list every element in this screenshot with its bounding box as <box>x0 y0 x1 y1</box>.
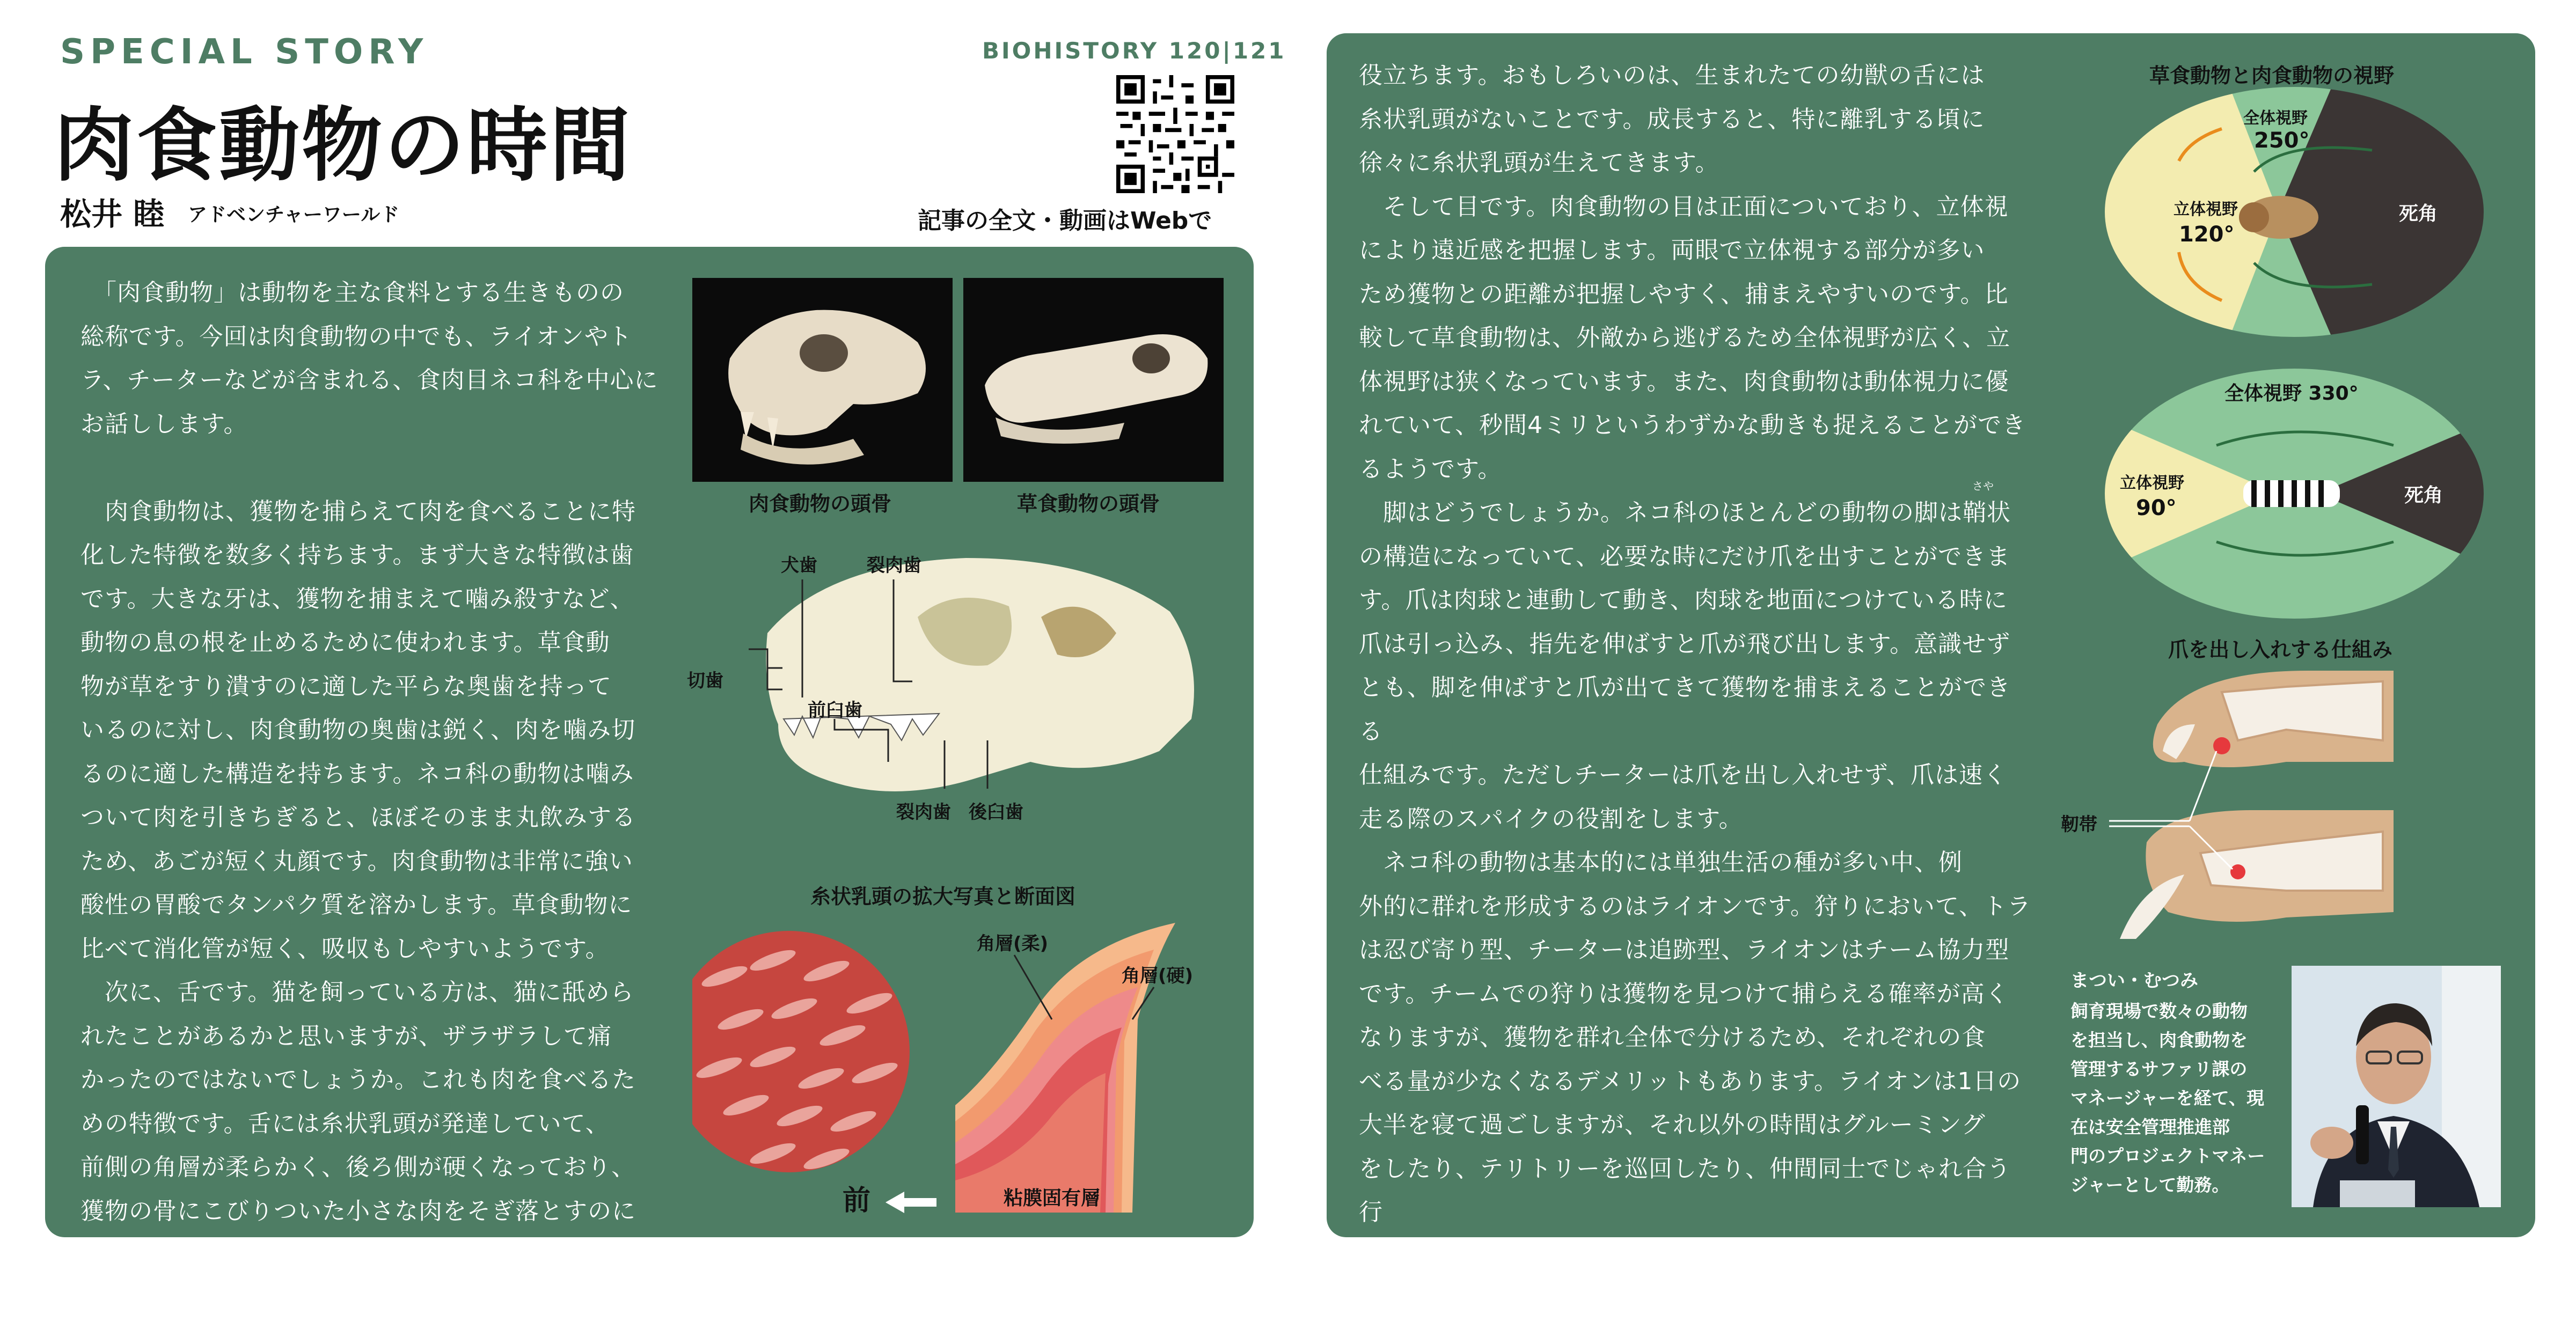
skull-teeth-diagram <box>687 526 1224 837</box>
author-portrait <box>2292 966 2501 1207</box>
label-soft-layer: 角層(柔) <box>977 933 1049 954</box>
herb-stereo-label: 立体視野 <box>2174 200 2238 219</box>
article-body-right: 役立ちます。おもしろいのは、生まれたての幼獣の舌には 糸状乳頭がないことです。成長すると、特に離乳する頃に 徐々に糸状乳頭が生えてきます。 そして目です。肉食動物の目は正面についており、立体視 により遠近感を把握します。両眼で立体視する部分が多い ため獲物との距離が把握しやすく、捕まえやすいのです。比 較して草食動物は、外敵から逃げるため全体視野が広く、立 体視野は狭くなっています。また、肉食動物は動体視力に優 れていて、秒間4ミリというわずかな動きも捉えることができ るようです。 脚はどうでしょうか。ネコ科のほとんどの動物の脚は鞘状 の構造になっていて、必要な時にだけ爪を出すことができま す。爪は肉球と連動して動き、肉球を地面につけている時に 爪は引っ込み、指先を伸ばすと爪が飛び出します。意識せず とも、脚を伸ばすと爪が出てきて獲物を捕まえることができる 仕組みです。ただしチーターは爪を出し入れせず、爪は速く 走る際のスパイクの役割をします。 ネコ科の動物は基本的には単独生活の種が多い中、例 外的に群れを形成するのはライオンです。狩りにおいて、トラ は忍び寄り型、チーターは追跡型、ライオンはチーム協力型 です。チームでの狩りは獲物を見つけて捕らえる確率が高く なりますが、獲物を群れ全体で分けるため、それぞれの食 べる量が少なくなるデメリットもあります。ライオンは1日の 大半を寝て過ごしますが、それ以外の時間はグルーミング をしたり、テリトリーを巡回したり、仲間同士でじゃれ合う行 動をとります。特に幼獣にとっては、体力作りとともに相手 との力関係を学ぶため、じゃれ合いの時間が大事なのです。 <box>1359 62 2031 1313</box>
claw-diagram-title: 爪を出し入れする仕組み <box>2168 638 2393 662</box>
carn-stereo-label: 立体視野 <box>2120 474 2184 493</box>
carnivore-vision-diagram <box>2093 359 2496 628</box>
herbivore-skull-photo <box>963 278 1224 482</box>
label-hard-layer: 角層(硬) <box>1122 965 1194 987</box>
tongue-diagram-title: 糸状乳頭の拡大写真と断面図 <box>810 885 1076 908</box>
carnivore-skull-photo <box>692 278 953 482</box>
author-name: 松井 睦 <box>60 196 165 232</box>
carnivore-skull-caption: 肉食動物の頭骨 <box>749 492 892 516</box>
label-ligament: 靭帯 <box>2061 814 2097 835</box>
vision-diagram-title: 草食動物と肉食動物の視野 <box>2149 64 2395 87</box>
carn-total-label: 全体視野 330° <box>2224 383 2359 405</box>
herb-stereo-value: 120° <box>2179 222 2235 247</box>
web-note[interactable]: 記事の全文・動画はWebで <box>918 207 1212 234</box>
label-carnassial-top: 裂肉歯 <box>867 555 921 576</box>
label-premolar: 前臼歯 <box>808 700 862 721</box>
magazine-reference: BIOHISTORY 120|121 <box>982 38 1286 64</box>
series-label: SPECIAL STORY <box>60 32 429 72</box>
herbivore-vision-diagram <box>2093 80 2496 343</box>
profile-name: まつい・むつみ <box>2070 970 2198 992</box>
tongue-papillae-diagram <box>692 912 1234 1213</box>
article-title: 肉食動物の時間 <box>54 99 633 193</box>
qr-code[interactable] <box>1116 75 1234 193</box>
author-affiliation: アドベンチャーワールド <box>188 204 400 226</box>
papillae-magnified-photo <box>692 928 912 1175</box>
label-mucosa: 粘膜固有層 <box>1004 1187 1101 1209</box>
label-molar: 後臼歯 <box>969 802 1023 823</box>
carn-stereo-value: 90° <box>2136 496 2177 520</box>
herb-blind-label: 死角 <box>2399 203 2438 225</box>
herbivore-skull-caption: 草食動物の頭骨 <box>1017 492 1160 516</box>
carn-blind-label: 死角 <box>2404 484 2443 506</box>
claw-mechanism-diagram <box>2061 660 2436 950</box>
microphone-icon <box>2356 1105 2369 1164</box>
profile-bio: 飼育現場で数々の動物 を担当し、肉食動物を 管理するサファリ課の マネージャーを経て、現 在は安全管理推進部 門のプロジェクトマネー ジャーとして勤務。 <box>2070 1001 2265 1195</box>
label-canine: 犬歯 <box>781 555 817 576</box>
herb-total-value: 250° <box>2254 128 2310 153</box>
front-label: 前 <box>843 1178 939 1218</box>
arrow-left-icon <box>880 1189 939 1216</box>
ruby-saya: さや <box>1972 480 1994 493</box>
label-carnassial-bottom: 裂肉歯 <box>896 802 951 823</box>
herb-total-label: 全体視野 <box>2243 109 2308 128</box>
article-body-left: 「肉食動物」は動物を主な食料とする生きものの 総称です。今回は肉食動物の中でも、ライオンやト ラ、チーターなどが含まれる、食肉目ネコ科を中心に お話しします。 肉食動物は、獲物を捕らえて肉を食べることに特 化した特徴を数多く持ちます。まず大きな特徴は歯 です。大きな牙は、獲物を捕まえて噛み殺すなど、 動物の息の根を止めるために使われます。草食動 物が草をすり潰すのに適した平らな奥歯を持って いるのに対し、肉食動物の奥歯は鋭く、肉を噛み切 るのに適した構造を持ちます。ネコ科の動物は噛み ついて肉を引きちぎると、ほぼそのまま丸飲みする ため、あごが短く丸顔です。肉食動物は非常に強い 酸性の胃酸でタンパク質を溶かします。草食動物に 比べて消化管が短く、吸収もしやすいようです。 次に、舌です。猫を飼っている方は、猫に舐めら れたことがあるかと思いますが、ザラザラして痛 かったのではないでしょうか。これも肉を食べるた めの特徴です。舌には糸状乳頭が発達していて、 前側の角層が柔らかく、後ろ側が硬くなっており、 獲物の骨にこびりついた小さな肉をそぎ落とすのに <box>80 279 658 1225</box>
label-incisor: 切歯 <box>687 670 723 692</box>
